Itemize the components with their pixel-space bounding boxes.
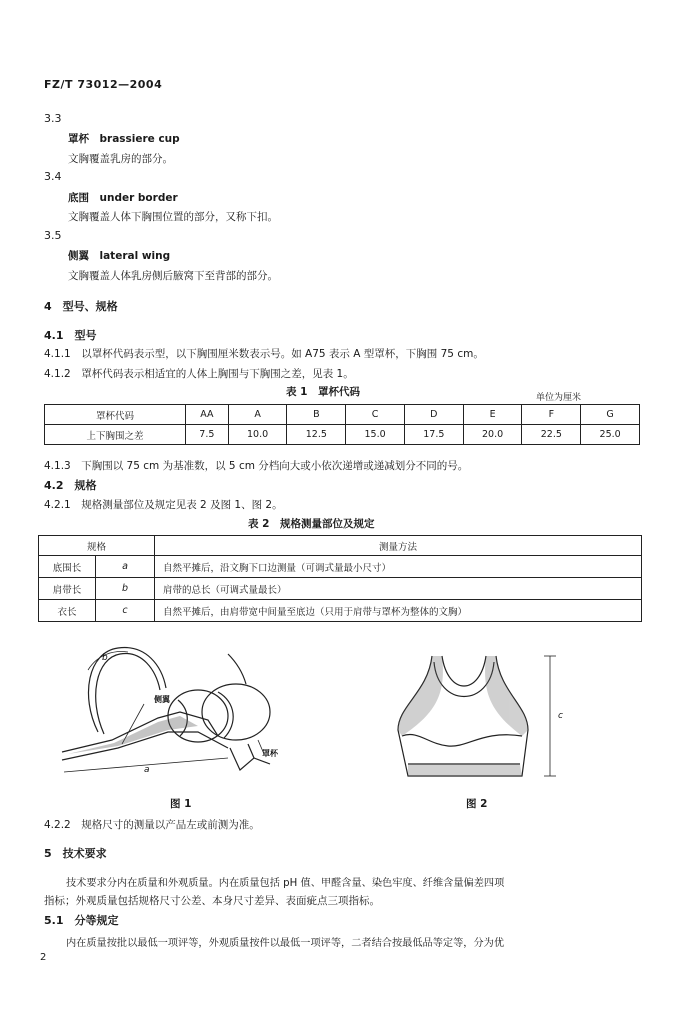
clause-text: 4.2.1 规格测量部位及规定见表 2 及图 1、图 2。 xyxy=(44,499,283,511)
table2-cell-symbol: c xyxy=(96,600,155,622)
term-definition: 文胸覆盖人体下胸围位置的部分，又称下扣。 xyxy=(68,211,278,223)
table2-header-method: 测量方法 xyxy=(155,536,642,556)
table2-measurement xyxy=(38,535,642,622)
table-row xyxy=(39,556,642,578)
table1-cell: 15.0 xyxy=(346,425,405,445)
table1-row-codes xyxy=(45,405,640,425)
clause-text: 4.1.2 罩杯代码表示相适宜的人体上胸围与下胸围之差，见表 1。 xyxy=(44,368,354,380)
term-number: 3.4 xyxy=(44,170,62,183)
table1-cell: B xyxy=(287,405,346,425)
standard-number: FZ/T 73012—2004 xyxy=(44,78,163,91)
figure2-caption: 图 2 xyxy=(466,798,488,810)
table2-cell-method: 自然平摊后，沿文胸下口边测量（可调式量最小尺寸） xyxy=(155,556,642,578)
table2-cell-method: 自然平摊后，由肩带宽中间量至底边（只用于肩带与罩杯为整体的文胸） xyxy=(155,600,642,622)
table2-header-row xyxy=(39,536,642,556)
table1-unit: 单位为厘米 xyxy=(536,393,582,403)
subsection-heading: 4.1 型号 xyxy=(44,329,97,342)
table2-cell-symbol: b xyxy=(96,578,155,600)
cup-outline xyxy=(168,690,228,742)
table-row xyxy=(39,578,642,600)
table2-cell-method: 肩带的总长（可调式量最长） xyxy=(155,578,642,600)
neckline-outline xyxy=(442,656,486,686)
figure1-bra-side-view xyxy=(58,640,310,790)
figure2-dim-c: c xyxy=(558,711,563,721)
table2-cell-symbol: a xyxy=(96,556,155,578)
figure1-caption: 图 1 xyxy=(170,798,192,810)
table-row xyxy=(39,600,642,622)
table1-cell: 25.0 xyxy=(581,425,640,445)
table1-cell: 7.5 xyxy=(186,425,229,445)
table1-row-diffs xyxy=(45,425,640,445)
figure1-label-side: 侧翼 xyxy=(154,695,170,704)
figure2-bra-front-view xyxy=(388,652,578,780)
table1-cell: 12.5 xyxy=(287,425,346,445)
figure1-dim-b: b xyxy=(102,653,108,663)
term-number: 3.5 xyxy=(44,229,62,242)
table1-row-header: 罩杯代码 xyxy=(45,405,186,425)
table2-cell-name: 肩带长 xyxy=(39,578,96,600)
table1-cell: F xyxy=(522,405,581,425)
figure1-label-cup: 罩杯 xyxy=(262,749,278,758)
table2-cell-name: 底围长 xyxy=(39,556,96,578)
page-number: 2 xyxy=(40,952,47,963)
term-name: 侧翼 lateral wing xyxy=(68,250,171,262)
table1-row-header: 上下胸围之差 xyxy=(45,425,186,445)
figure1-dim-a: a xyxy=(144,765,150,775)
table1-cell: D xyxy=(404,405,463,425)
table1-cup-codes xyxy=(44,404,640,445)
subsection-heading: 5.1 分等规定 xyxy=(44,914,119,927)
table1-cell: C xyxy=(346,405,405,425)
table1-cell: A xyxy=(228,405,287,425)
table1-cell: 20.0 xyxy=(463,425,522,445)
paragraph-text: 内在质量按批以最低一项评等，外观质量按件以最低一项评等，二者结合按最低品等定等，分为优 xyxy=(66,938,505,949)
table2-header-spec: 规格 xyxy=(39,536,155,556)
term-definition: 文胸覆盖人体乳房侧后腋窝下至背部的部分。 xyxy=(68,270,278,282)
section-heading: 4 型号、规格 xyxy=(44,300,118,313)
subsection-heading: 4.2 规格 xyxy=(44,479,97,492)
table1-cell: G xyxy=(581,405,640,425)
table1-cell: 17.5 xyxy=(404,425,463,445)
table1-caption: 表 1 罩杯代码 xyxy=(286,386,360,398)
table2-cell-name: 衣长 xyxy=(39,600,96,622)
clause-text: 4.2.2 规格尺寸的测量以产品左或前测为准。 xyxy=(44,819,260,831)
table2-caption: 表 2 规格测量部位及规定 xyxy=(248,518,375,530)
section-heading: 5 技术要求 xyxy=(44,847,107,860)
paragraph-text: 技术要求分内在质量和外观质量。内在质量包括 pH 值、甲醛含量、染色牢度、纤维含量偏差四项 xyxy=(66,878,505,889)
table1-cell: AA xyxy=(186,405,229,425)
table1-cell: 22.5 xyxy=(522,425,581,445)
clause-text: 4.1.3 下胸围以 75 cm 为基准数，以 5 cm 分档向大或小依次递增或递减划分不同的号。 xyxy=(44,460,469,472)
table1-cell: E xyxy=(463,405,522,425)
table1-cell: 10.0 xyxy=(228,425,287,445)
term-number: 3.3 xyxy=(44,112,62,125)
paragraph-text: 指标；外观质量包括规格尺寸公差、本身尺寸差异、表面疵点三项指标。 xyxy=(44,895,380,907)
clause-text: 4.1.1 以罩杯代码表示型，以下胸围厘米数表示号。如 A75 表示 A 型罩杯，下胸围 75 cm。 xyxy=(44,348,484,360)
term-name: 罩杯 brassiere cup xyxy=(68,133,180,145)
term-name: 底围 under border xyxy=(68,192,178,204)
term-definition: 文胸覆盖乳房的部分。 xyxy=(68,153,173,165)
